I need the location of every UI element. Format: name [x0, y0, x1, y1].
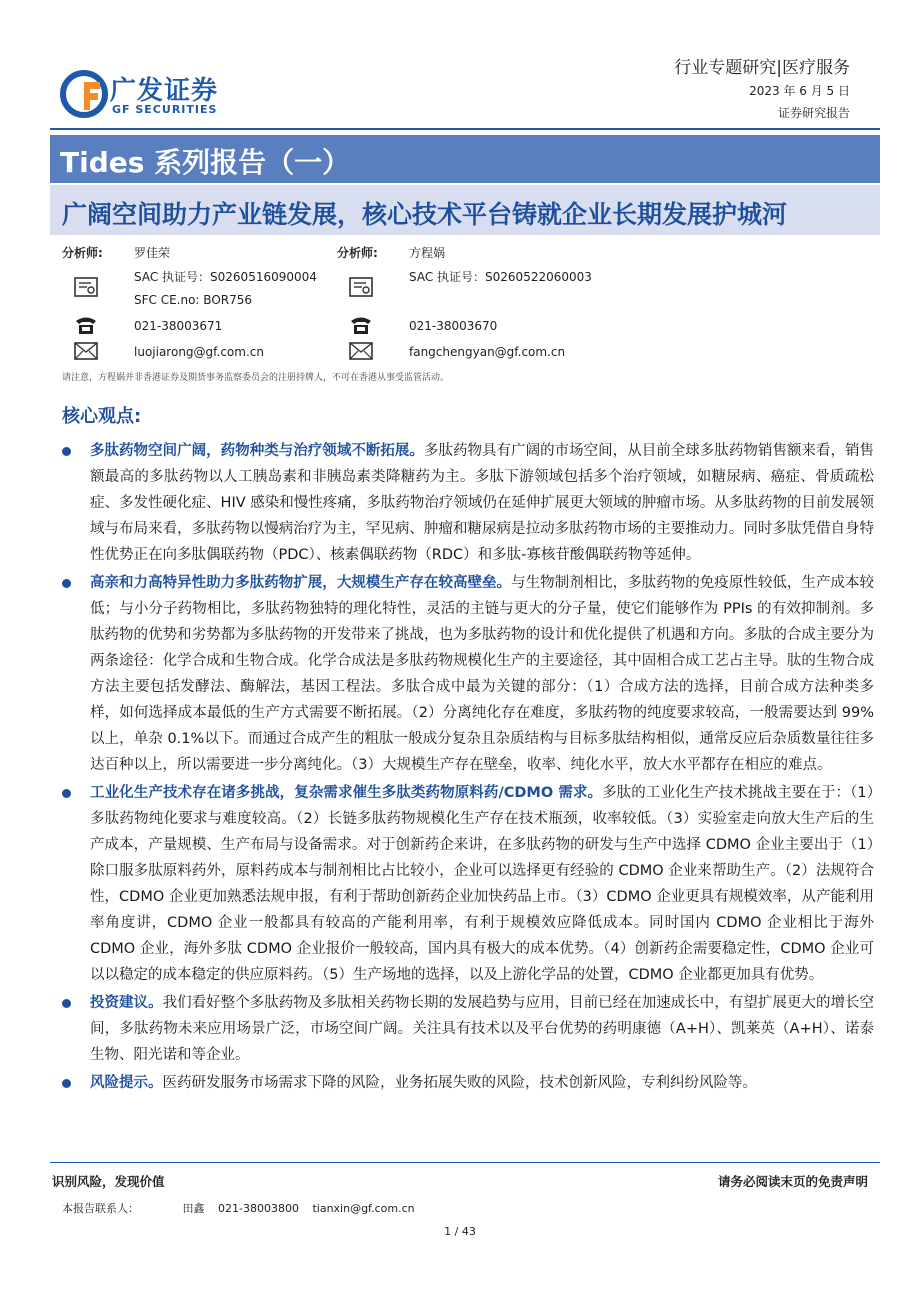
analyst-name: 罗佳荣 — [134, 246, 171, 260]
analyst-name: 方程娲 — [409, 246, 446, 260]
analyst-label: 分析师: — [337, 246, 378, 260]
report-title: Tides 系列报告（一） — [60, 146, 351, 179]
certificate-icon — [73, 276, 99, 298]
bullet-dot — [62, 999, 71, 1008]
bullet-heading: 投资建议。 — [90, 995, 163, 1011]
phone-icon — [73, 314, 99, 336]
bullet-text: 多肽的工业化生产技术挑战主要在于：（1）多肽药物纯化要求与难度较高。（2）长链多肽药物规模化生产存在技术瓶颈，收率较低。（3）实验室走向放大生产后的生产成本，产量规模、生产布局与设备需求。对于创新药企来讲，在多肽药物的研发与生产中选择 CDMO 企业主要出于（1）除口服多肽原料药外，原料药成本与制剂相比占比较小，企业可以选择更有经验的 CDMO 企业来帮助生产。（2）法规符合性，CDMO 企业更加熟悉法规申报，有利于帮助创新药企业加快药品上市。（3）CDMO 企业更具有规模效率，从产能利用率角度讲，CDMO 企业一般都具有较高的产能利用率，有利于规模效应降低成本。同时国内 CDMO 企业相比于海外 CDMO 企业，海外多肽 CDMO 企业报价一般较高，国内具有极大的成本优势。（4）创新药企需要稳定性，CDMO 企业可以以稳定的成本稳定的供应原料药。（5）生产场地的选择，以及上游化学品的处置，CDMO 企业都更加具有优势。 — [90, 785, 874, 983]
contact-label: 本报告联系人： — [62, 1202, 139, 1215]
bullet-dot — [62, 447, 71, 456]
analyst-sac-number: SAC 执证号：S0260516090004 — [134, 270, 317, 284]
report-category: 行业专题研究|医疗服务 — [674, 58, 850, 78]
page-number: 1 / 43 — [444, 1225, 476, 1238]
analyst-email[interactable]: luojiarong@gf.com.cn — [134, 345, 264, 359]
bullet-dot — [62, 1079, 71, 1088]
bullet-heading: 高亲和力高特异性助力多肽药物扩展，大规模生产存在较高壁垒。 — [90, 575, 512, 591]
bullet-text: 多肽药物具有广阔的市场空间，从目前全球多肽药物销售额来看，销售额最高的多肽药物以人工胰岛素和非胰岛素类降糖药为主。多肽下游领域包括多个治疗领域，如糖尿病、癌症、骨质疏松症、多发性硬化症、HIV 感染和慢性疼痛，多肽药物治疗领域仍在延伸扩展更大领域的肿瘤市场。从多肽药物的目前发展领域与布局来看，多肽药物以慢病治疗为主，罕见病、肿瘤和糖尿病是拉动多肽药物市场的主要推动力。同时多肽凭借自身特性优势正在向多肽偶联药物（PDC）、核素偶联药物（RDC）和多肽-寡核苷酸偶联药物等延伸。 — [90, 443, 875, 563]
report-subtitle: 广阔空间助力产业链发展，核心技术平台铸就企业长期发展护城河 — [62, 200, 788, 229]
contact-name: 田鑫 — [182, 1202, 205, 1215]
brand-name-en: GF SECURITIES — [112, 103, 218, 116]
header-divider — [50, 128, 880, 130]
gf-logo-icon — [60, 70, 108, 118]
contact-phone: 021-38003800 — [218, 1202, 299, 1215]
footer-slogan: 识别风险，发现价值 — [52, 1174, 165, 1189]
core-views-heading: 核心观点: — [62, 406, 142, 427]
bullet-text: 医药研发服务市场需求下降的风险，业务拓展失败的风险，技术创新风险，专利纠纷风险等。 — [162, 1075, 757, 1091]
gf-securities-logo — [60, 70, 250, 120]
title-band — [50, 135, 880, 183]
list-item — [62, 570, 874, 778]
subtitle-band — [50, 185, 880, 235]
analyst-phone: 021-38003670 — [409, 319, 498, 333]
contact-email[interactable]: tianxin@gf.com.cn — [312, 1202, 415, 1215]
list-item — [62, 1070, 874, 1096]
bullet-dot — [62, 579, 71, 588]
analyst-email[interactable]: fangchengyan@gf.com.cn — [409, 345, 566, 359]
bullet-text: 我们看好整个多肽药物及多肽相关药物长期的发展趋势与应用，目前已经在加速成长中，有望扩展更大的增长空间，多肽药物未来应用场景广泛，市场空间广阔。关注具有技术以及平台优势的药明康德（A+H）、凯莱英（A+H）、诺泰生物、阳光诺和等企业。 — [90, 995, 875, 1063]
report-contact — [62, 1200, 425, 1216]
regulatory-note: 请注意，方程娲并非香港证券及期货事务监察委员会的注册持牌人，不可在香港从事受监管活动。 — [62, 373, 450, 383]
bullet-text: 与生物制剂相比，多肽药物的免疫原性较低，生产成本较低；与小分子药物相比，多肽药物独特的理化特性，灵活的主链与更大的分子量，使它们能够作为 PPIs 的有效抑制剂。多肽药物的优势和劣势都为多肽药物的开发带来了挑战，也为多肽药物的设计和优化提供了机遇和方向。多肽的合成主要分为两条途径：化学合成和生物合成。化学合成法是多肽药物规模化生产的主要途径，其中固相合成工艺占主导。肽的生物合成方法主要包括发酵法、酶解法，基因工程法。多肽合成中最为关键的部分：（1）合成方法的选择，目前合成方法种类多样，如何选择成本最低的生产方式需要不断拓展。（2）分离纯化存在难度，多肽药物的纯度要求较高，一般需要达到 99%以上，单杂 0.1%以下。而通过合成产生的粗肽一般成分复杂且杂质结构与目标多肽结构相似，通常反应后杂质数量往往多达百种以上，所以需要进一步分离纯化。（3）大规模生产存在壁垒，收率、纯化水平，放大水平都存在相应的难点。 — [90, 575, 874, 773]
list-item — [62, 990, 874, 1068]
certificate-icon — [348, 276, 374, 298]
report-date: 2023 年 6 月 5 日 — [749, 84, 850, 98]
analyst-label: 分析师: — [62, 246, 103, 260]
analyst-sfc-number: SFC CE.no: BOR756 — [134, 293, 253, 307]
phone-icon — [348, 314, 374, 336]
bullet-heading: 多肽药物空间广阔，药物种类与治疗领域不断拓展。 — [90, 443, 424, 459]
list-item — [62, 780, 874, 988]
analyst-phone: 021-38003671 — [134, 319, 223, 333]
report-type: 证券研究报告 — [777, 106, 850, 120]
analyst-sac-number: SAC 执证号：S0260522060003 — [409, 270, 592, 284]
list-item — [62, 438, 874, 568]
brand-name-cn: 广发证券 — [110, 76, 219, 106]
bullet-dot — [62, 789, 71, 798]
bullet-heading: 风险提示。 — [90, 1075, 163, 1091]
footer-disclaimer-note: 请务必阅读末页的免责声明 — [717, 1174, 868, 1189]
email-icon — [73, 340, 99, 362]
bullet-heading: 工业化生产技术存在诸多挑战，复杂需求催生多肽类药物原料药/CDMO 需求。 — [90, 785, 603, 801]
email-icon — [348, 340, 374, 362]
footer-divider — [50, 1162, 880, 1163]
core-views-list — [62, 438, 874, 1098]
